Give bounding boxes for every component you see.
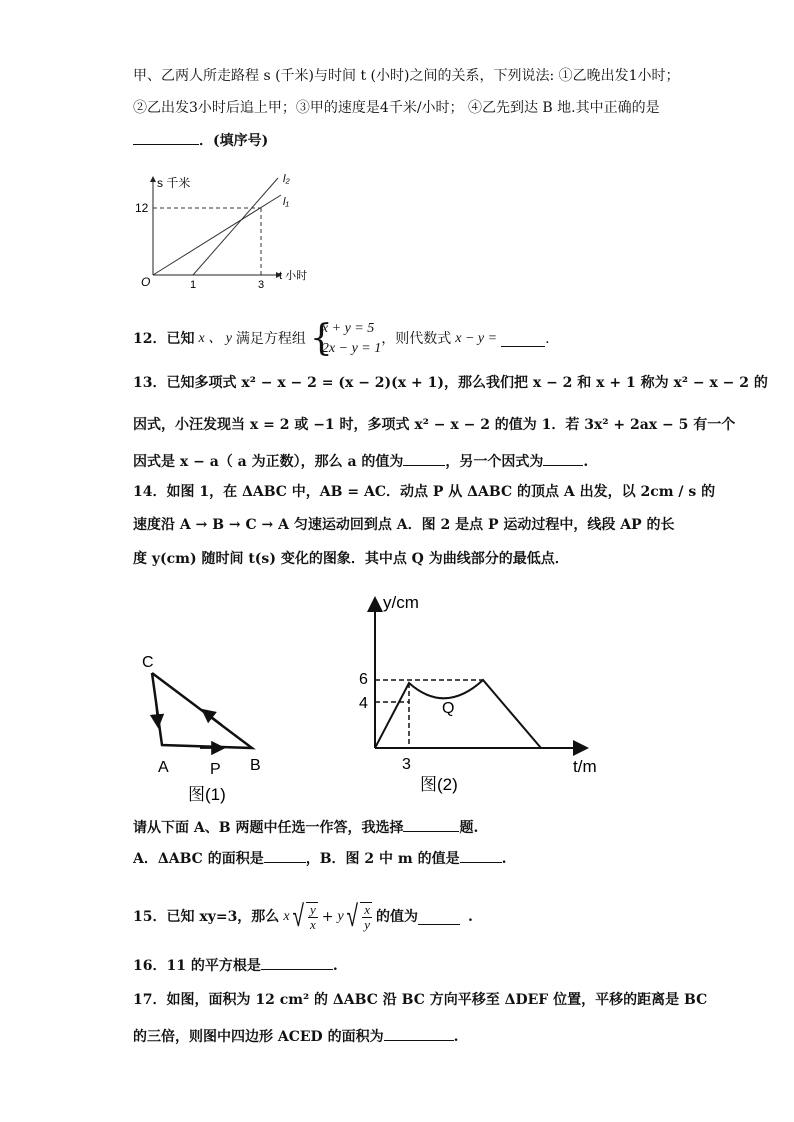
- q14-label-C: C: [142, 654, 154, 671]
- q12-mid: 满足方程组: [235, 331, 306, 347]
- q11-line-l2: [193, 178, 278, 275]
- q12-expr: x − y =: [455, 331, 498, 346]
- q13-line2: 因式，小汪发现当 x = 2 或 −1 时，多项式 x² − x − 2 的值为 1．若 3x² + 2ax − 5 有一个: [133, 417, 736, 433]
- q14-area-blank[interactable]: [264, 848, 306, 863]
- q12-system: [312, 319, 381, 359]
- q14-ab-line: [133, 848, 506, 869]
- q14-figure1: [130, 645, 280, 810]
- q17-line2: [133, 1026, 458, 1047]
- q11-line3: [133, 130, 268, 151]
- q14-m-blank[interactable]: [460, 848, 502, 863]
- q17-line1: 17．如图，面积为 12 cm² 的 ΔABC 沿 BC 方向平移至 ΔDEF 位置，平移的距离是 BC: [133, 992, 708, 1008]
- q15-f1-den: x: [310, 917, 316, 932]
- q15-f1-num: y: [310, 902, 316, 917]
- q13-line3: [133, 451, 588, 472]
- q15-coef-y: y: [337, 909, 344, 924]
- q11-ylabel: s 千米: [157, 176, 191, 190]
- q11-instruction: ．(填序号): [199, 133, 269, 149]
- q14-choose-a: 请从下面 A、B 两题中任选一作答，我选择: [133, 820, 404, 836]
- q13-line3b: ，另一个因式为: [445, 454, 544, 470]
- q14-figure2: [355, 590, 615, 805]
- q14-ab-a: A．ΔABC 的面积是: [133, 851, 264, 867]
- q11-label-l1: l₁: [283, 196, 289, 208]
- q14-ylabel: y/cm: [383, 593, 419, 612]
- q12-line: [133, 314, 550, 364]
- q15-tail: 的值为: [375, 909, 418, 925]
- q16-end: .: [332, 958, 338, 974]
- q12-eq1: { x + y = 5: [321, 321, 375, 336]
- q11-line2: ②乙出发3小时后追上甲；③甲的速度是4千米/小时； ④乙先到达 B 地.其中正确的是: [133, 100, 660, 116]
- q15-f2-num: x: [364, 902, 370, 917]
- q11-label-l2: l₂: [283, 173, 290, 185]
- q14-ab-b: ，B．图 2 中 m 的值是: [305, 851, 460, 867]
- q12-prefix: 12．已知: [133, 331, 195, 347]
- q13-line3a: 因式是 x − a（ a 为正数），那么 a 的值为: [133, 454, 404, 470]
- q12-tail: ，则代数式: [381, 331, 452, 347]
- q11-line1: 甲、乙两人所走路程 s (千米)与时间 t (小时)之间的关系，下列说法: ①乙晚出发1小时；: [133, 68, 680, 84]
- q11-xlabel: t 小时: [279, 270, 308, 282]
- q11-origin: O: [141, 275, 151, 289]
- q12-eq2: 2x − y = 1: [321, 341, 382, 356]
- q13-line1: 13．已知多项式 x² − x − 2 = (x − 2)(x + 1)，那么我们把 x − 2 和 x + 1 称为 x² − x − 2 的: [133, 375, 768, 391]
- q14-choose-b: 题.: [459, 820, 479, 836]
- q11-tick-12: 12: [135, 201, 149, 215]
- q12-answer-blank[interactable]: [501, 332, 545, 347]
- q14-tick-6: 6: [359, 671, 368, 688]
- q14-label-Q: Q: [442, 700, 455, 717]
- q14-tick-4: 4: [359, 695, 368, 712]
- q15-end: .: [467, 909, 473, 925]
- q15-coef-x: x: [283, 909, 290, 924]
- q15-sqrt1: √ $\frac{y}{x}$: [292, 899, 316, 934]
- q11-graph: [133, 165, 313, 295]
- q17-line2a: 的三倍，则图中四边形 ACED 的面积为: [133, 1029, 384, 1045]
- q11-line-l1: [153, 195, 281, 275]
- q15-plus: +: [321, 909, 334, 925]
- q11-tick-1: 1: [190, 279, 197, 291]
- q13-line3c: .: [583, 454, 589, 470]
- q15-answer-blank[interactable]: [418, 910, 460, 925]
- q14-curve: [375, 680, 541, 748]
- q17-line2b: .: [453, 1029, 459, 1045]
- q14-xlabel: t/m: [573, 757, 597, 776]
- q14-ab-c: .: [501, 851, 507, 867]
- q11-answer-blank[interactable]: [133, 130, 199, 145]
- q14-tick-3: 3: [402, 756, 411, 773]
- q15-line: [133, 892, 473, 942]
- q14-arrow-bc: [204, 711, 222, 725]
- q14-triangle: [152, 673, 252, 748]
- q16-line: [133, 955, 338, 976]
- q14-choose-blank[interactable]: [403, 817, 459, 832]
- q15-prefix: 15．已知 xy=3，那么: [133, 909, 280, 925]
- q14-line3: 度 y(cm) 随时间 t(s) 变化的图象．其中点 Q 为曲线部分的最低点．: [133, 551, 569, 567]
- q14-fig2-caption: 图(2): [420, 775, 458, 794]
- q14-choose-line: [133, 817, 478, 838]
- q17-answer-blank[interactable]: [384, 1026, 454, 1041]
- q13-blank-factor[interactable]: [543, 451, 583, 466]
- q14-label-A: A: [158, 759, 169, 776]
- q11-tick-3: 3: [258, 279, 265, 291]
- q14-fig1-caption: 图(1): [188, 785, 226, 804]
- q14-line2: 速度沿 A → B → C → A 匀速运动回到点 A．图 2 是点 P 运动过程中，线段 AP 的长: [133, 517, 675, 533]
- q14-label-P: P: [210, 761, 221, 778]
- q13-blank-a[interactable]: [403, 451, 445, 466]
- q15-sqrt2: √ $\frac{x}{y}$: [346, 899, 370, 934]
- q16-text: 16．11 的平方根是: [133, 958, 261, 974]
- q12-end: .: [545, 331, 550, 347]
- q14-line1: 14．如图 1，在 ΔABC 中，AB = AC．动点 P 从 ΔABC 的顶点 A 出发，以 2cm / s 的: [133, 484, 716, 500]
- q12-vars: x 、 y: [198, 331, 232, 346]
- q16-answer-blank[interactable]: [261, 955, 333, 970]
- q14-label-B: B: [250, 757, 261, 774]
- q15-f2-den: y: [364, 917, 370, 932]
